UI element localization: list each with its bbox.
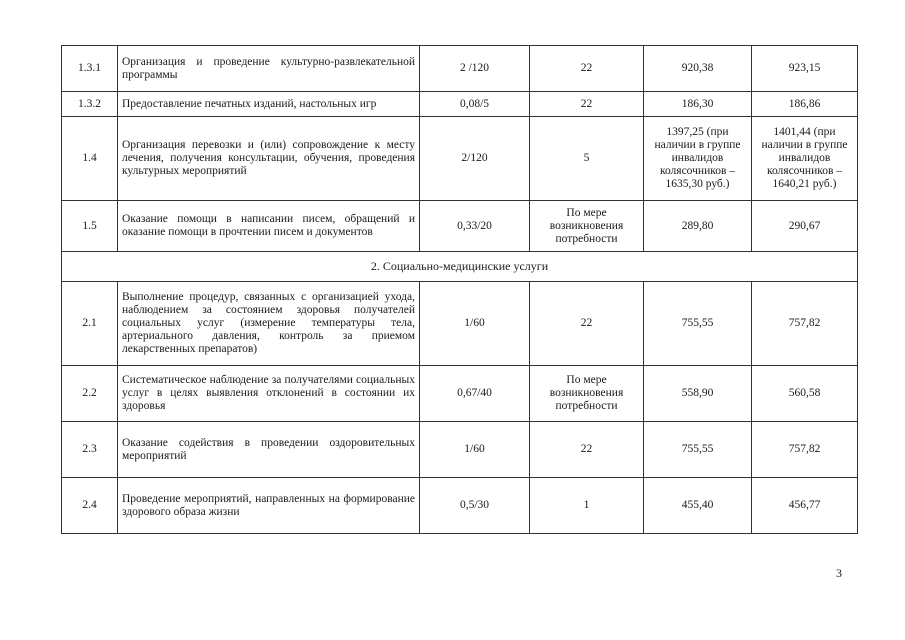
table-row [62,46,858,92]
table-row [62,201,858,252]
time-norm: 0,33/20 [420,201,530,252]
service-count: 5 [530,117,644,201]
section-header-row [62,252,858,282]
price-value-1: 920,38 [644,46,752,92]
price-value-1: 755,55 [644,422,752,478]
price-value-2: 456,77 [752,478,858,534]
price-value-2: 757,82 [752,422,858,478]
service-count: 22 [530,46,644,92]
service-count: 22 [530,92,644,117]
time-norm: 0,5/30 [420,478,530,534]
row-number: 2.4 [62,478,118,534]
row-number: 2.1 [62,282,118,366]
row-number: 2.2 [62,366,118,422]
time-norm: 1/60 [420,422,530,478]
service-description: Проведение мероприятий, направленных на формирование здорового образа жизни [118,478,420,534]
table-row [62,92,858,117]
time-norm: 1/60 [420,282,530,366]
price-value-2: 757,82 [752,282,858,366]
table-body [62,46,858,534]
price-value-2: 923,15 [752,46,858,92]
time-norm: 0,67/40 [420,366,530,422]
row-number: 1.3.2 [62,92,118,117]
price-value-1: 186,30 [644,92,752,117]
price-value-1: 755,55 [644,282,752,366]
table-row [62,478,858,534]
service-description: Предоставление печатных изданий, настольных игр [118,92,420,117]
service-description: Организация и проведение культурно-развлекательной программы [118,46,420,92]
page-number: 3 [836,566,842,580]
services-tariff-table [61,45,858,534]
service-description: Систематическое наблюдение за получателями социальных услуг в целях выявления отклонений в состоянии их здоровья [118,366,420,422]
service-count: 22 [530,422,644,478]
time-norm: 2 /120 [420,46,530,92]
price-value-2: 1401,44 (при наличии в группе инвалидов колясочников – 1640,21 руб.) [752,117,858,201]
price-value-1: 558,90 [644,366,752,422]
service-description: Оказание содействия в проведении оздоровительных мероприятий [118,422,420,478]
service-description: Организация перевозки и (или) сопровождение к месту лечения, получения консультации, обучения, проведения культурных мероприятий [118,117,420,201]
table-row [62,117,858,201]
service-description: Оказание помощи в написании писем, обращений и оказание помощи в прочтении писем и документов [118,201,420,252]
service-count: По мере возникновения потребности [530,366,644,422]
row-number: 2.3 [62,422,118,478]
row-number: 1.5 [62,201,118,252]
section-title: 2. Социально-медицинские услуги [62,252,858,282]
price-value-2: 186,86 [752,92,858,117]
time-norm: 2/120 [420,117,530,201]
service-description: Выполнение процедур, связанных с организацией ухода, наблюдением за состоянием здоровья получателей социальных услуг (измерение температуры тела, артериального давления, контроль за приемом лекарственных препаратов) [118,282,420,366]
row-number: 1.3.1 [62,46,118,92]
service-count: 22 [530,282,644,366]
time-norm: 0,08/5 [420,92,530,117]
table-row [62,366,858,422]
row-number: 1.4 [62,117,118,201]
table-row [62,422,858,478]
price-value-1: 1397,25 (при наличии в группе инвалидов колясочников – 1635,30 руб.) [644,117,752,201]
price-value-1: 289,80 [644,201,752,252]
table-row [62,282,858,366]
service-count: 1 [530,478,644,534]
service-count: По мере возникновения потребности [530,201,644,252]
price-value-2: 560,58 [752,366,858,422]
price-value-2: 290,67 [752,201,858,252]
price-value-1: 455,40 [644,478,752,534]
